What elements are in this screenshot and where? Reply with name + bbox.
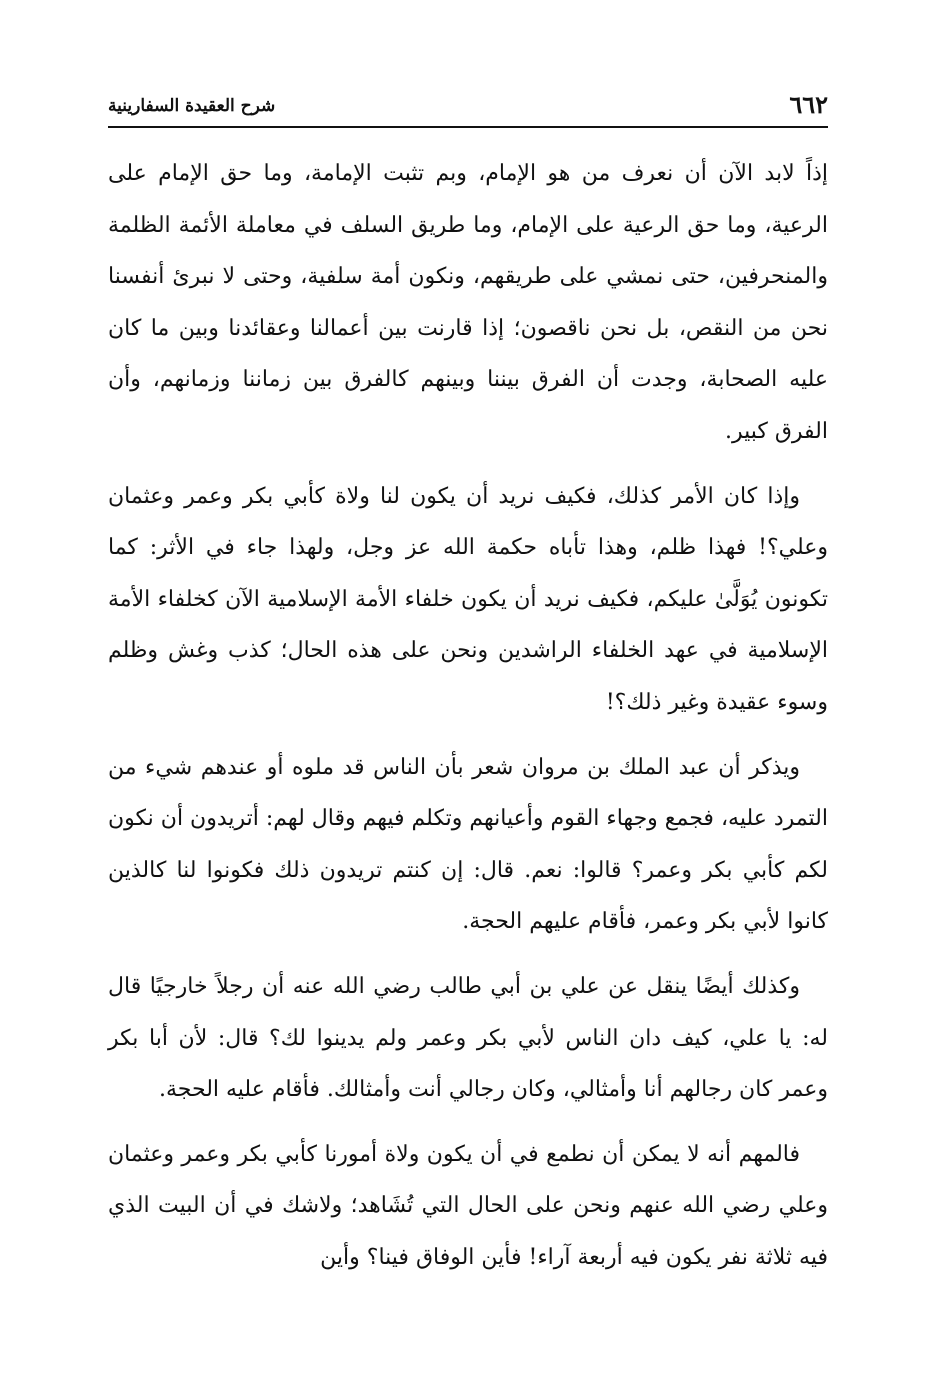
running-title: شرح العقيدة السفارينية (108, 96, 276, 116)
body-text (108, 148, 828, 1283)
header-divider (108, 126, 828, 128)
page-header (108, 90, 828, 122)
paragraph-abd-al-malik: ويذكر أن عبد الملك بن مروان شعر بأن الناس قد ملوه أو عندهم شيء من التمرد عليه، فجمع وجهاء القوم وأعيانهم وتكلم فيهم وقال لهم: أتريدون أن نكون لكم كأبي بكر وعمر؟ قالوا: نعم. قال: إن كنتم تريدون ذلك فكونوا لنا كالذين كانوا لأبي بكر وعمر، فأقام عليهم الحجة. (108, 754, 828, 935)
paragraph-ali-and-kharijite: وكذلك أيضًا ينقل عن علي بن أبي طالب رضي الله عنه أن رجلاً خارجيًا قال له: يا علي، كيف دان الناس لأبي بكر وعمر ولم يدينوا لك؟ قال: لأن أبا بكر وعمر كان رجالهم أنا وأمثالي، وكان رجالي أنت وأمثالك. فأقام عليه الحجة. (108, 973, 828, 1103)
paragraph-rulers-like-caliphs: وإذا كان الأمر كذلك، فكيف نريد أن يكون لنا ولاة كأبي بكر وعمر وعثمان وعلي؟! فهذا ظلم، وهذا تأباه حكمة الله عز وجل، ولهذا جاء في الأثر: كما تكونون يُوَلَّىٰ عليكم، فكيف نريد أن يكون خلفاء الأمة الإسلامية الآن كخلفاء الأمة الإسلامية في عهد الخلفاء الراشدين ونحن على هذه الحال؛ كذب وغش وظلم وسوء عقيدة وغير ذلك؟! (108, 483, 828, 715)
paragraph-conclusion: فالمهم أنه لا يمكن أن نطمع في أن يكون ولاة أمورنا كأبي بكر وعمر وعثمان وعلي رضي الله عنهم ونحن على الحال التي تُشَاهد؛ ولاشك في أن البيت الذي فيه ثلاثة نفر يكون فيه أربعة آراء! فأين الوفاق فينا؟ وأين (108, 1141, 828, 1270)
paragraph-imamate-knowledge: إذاً لابد الآن أن نعرف من هو الإمام، وبم تثبت الإمامة، وما حق الإمام على الرعية، وما حق الرعية على الإمام، وما طريق السلف في معاملة الأئمة الظلمة والمنحرفين، حتى نمشي على طريقهم، ونكون أمة سلفية، وحتى لا نبرئ أنفسنا نحن من النقص، بل نحن ناقصون؛ إذا قارنت بين أعمالنا وعقائدنا وبين ما كان عليه الصحابة، وجدت أن الفرق بيننا وبينهم كالفرق بين زماننا وزمانهم، وأن الفرق كبير. (108, 161, 828, 444)
page-number: ٦٦٢ (789, 90, 828, 119)
